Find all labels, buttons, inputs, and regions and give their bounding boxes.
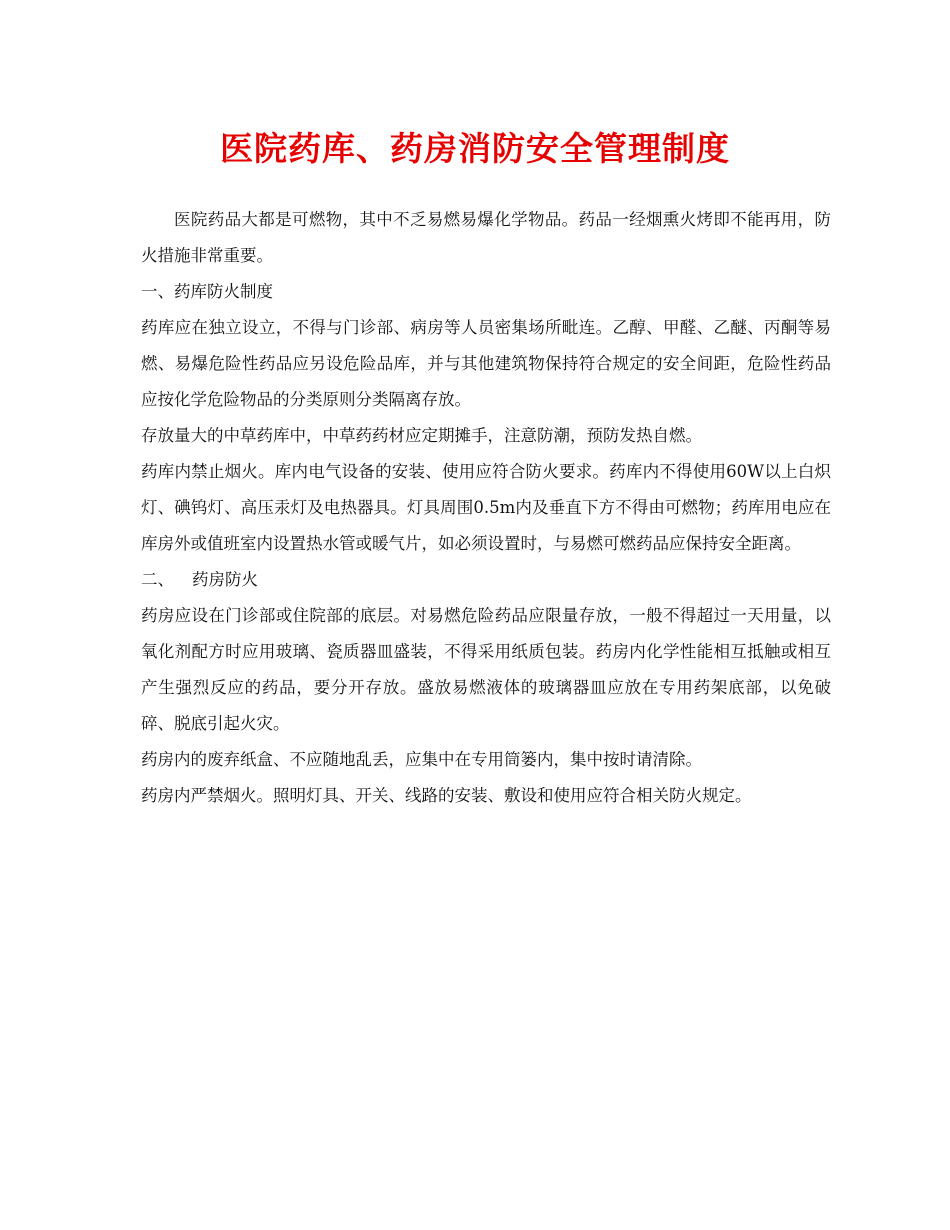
section-2-paragraph-1: 药房应设在门诊部或住院部的底层。对易燃危险药品应限量存放，一般不得超过一天用量，以氧化剂配方时应用玻璃、瓷质器皿盛装，不得采用纸质包装。药房内化学性能相互抵触或相互产生强烈反应的药品，要分开存放。盛放易燃液体的玻璃器皿应放在专用药架底部，以免破碎、脱底引起火灾。 [141,606,831,733]
section-1-paragraph-3: 药库内禁止烟火。库内电气设备的安装、使用应符合防火要求。药库内不得使用60W以上白炽灯、碘钨灯、高压汞灯及电热器具。灯具周围0.5m内及垂直下方不得由可燃物；药库用电应在库房外或值班室内设置热水管或暖气片，如必须设置时，与易燃可燃药品应保持安全距离。 [141,462,831,553]
document-title: 医院药库、药房消防安全管理制度 [220,129,730,168]
section-1-paragraph-1: 药库应在独立设立，不得与门诊部、病房等人员密集场所毗连。乙醇、甲醛、乙醚、丙酮等易燃、易爆危险性药品应另设危险品库，并与其他建筑物保持符合规定的安全间距，危险性药品应按化学危险物品的分类原则分类隔离存放。 [141,318,831,409]
section-1-heading: 一、药库防火制度 [141,282,273,301]
section-2-heading [141,562,831,598]
intro-paragraph: 医院药品大都是可燃物，其中不乏易燃易爆化学物品。药品一经烟熏火烤即不能再用，防火措施非常重要。 [141,210,831,265]
section-2-paragraph-2: 药房内的废弃纸盒、不应随地乱丢，应集中在专用筒篓内，集中按时请清除。 [141,750,702,769]
section-2-heading-text: 药房防火 [192,570,258,589]
section-2-heading-number: 二、 [141,570,174,589]
section-1-paragraph-2: 存放量大的中草药库中，中草药药材应定期摊手，注意防潮，预防发热自燃。 [141,426,702,445]
section-2-paragraph-3: 药房内严禁烟火。照明灯具、开关、线路的安装、敷设和使用应符合相关防火规定。 [141,786,752,805]
document-body [141,202,831,814]
